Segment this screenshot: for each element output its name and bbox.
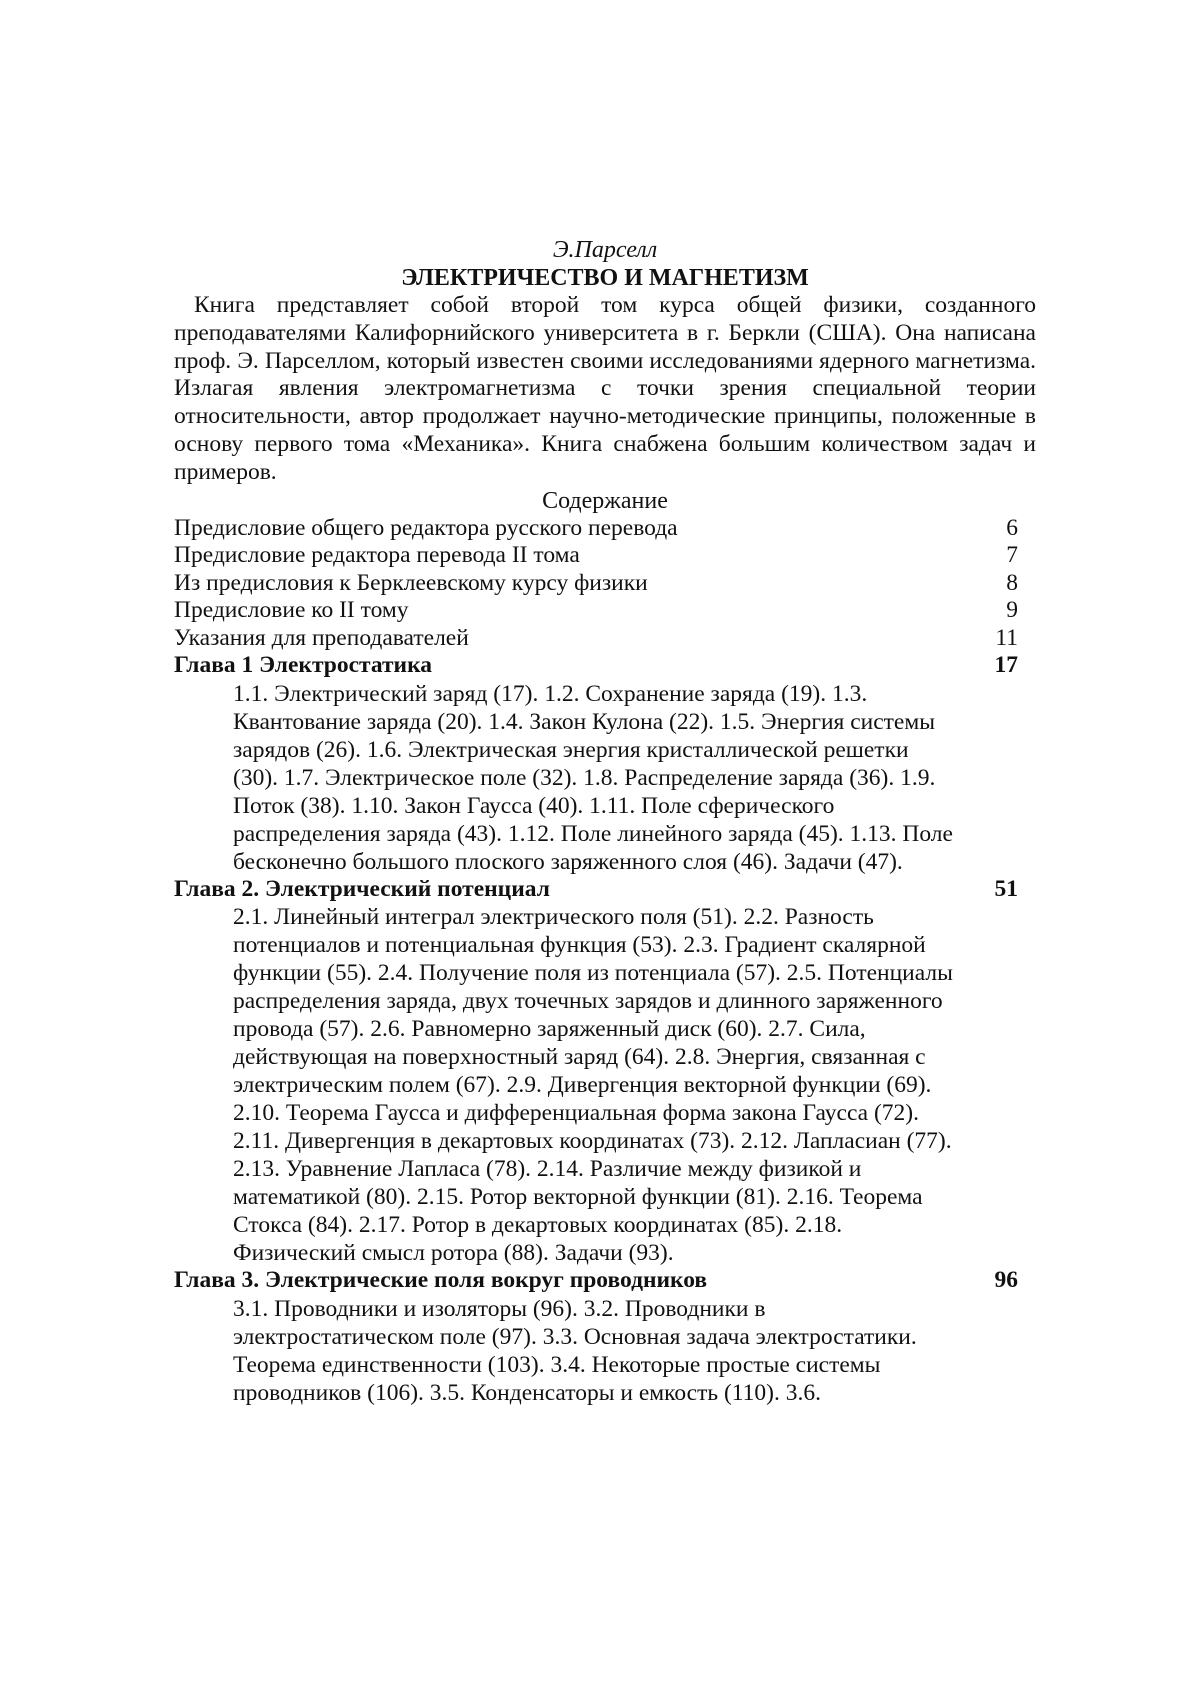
toc-page-number: 11 [995, 624, 1018, 651]
toc-row [174, 515, 1018, 543]
contents-heading: Содержание [542, 487, 668, 514]
chapter-title: Глава 1 Электростатика [174, 652, 433, 679]
chapter-sections: 1.1. Электрический заряд (17). 1.2. Сохранение заряда (19). 1.3. Квантование заряда (20). 1.4. Закон Кулона (22). 1.5. Энергия системы зарядов (26). 1.6. Электрическая энергия кристаллической решетки (30). 1.7. Электрическое поле (32). 1.8. Распределение заряда (36). 1.9. Поток (38). 1.10. Закон Гаусса (40). 1.11. Поле сферического распределения заряда (43). 1.12. Поле линейного заряда (45). 1.13. Поле бесконечно большого плоского заряженного слоя (46). Задачи (47). [233, 680, 953, 875]
toc-page-number: 9 [1006, 597, 1018, 624]
toc-page-number: 8 [1006, 569, 1018, 596]
toc-page-number: 6 [1006, 514, 1018, 541]
chapter-heading-row [174, 876, 1018, 904]
book-page [174, 236, 1036, 1407]
toc-entry-label: Предисловие общего редактора русского перевода [174, 514, 678, 541]
chapter-page-number: 96 [994, 1267, 1018, 1294]
chapter-page-number: 51 [994, 875, 1018, 902]
toc-entry-label: Из предисловия к Берклеевскому курсу физики [174, 569, 648, 596]
book-title: ЭЛЕКТРИЧЕСТВО И МАГНЕТИЗМ [401, 265, 809, 291]
toc-row [174, 542, 1018, 570]
book-abstract: Книга представляет собой второй том курса общей физики, созданного преподавателями Калифорнийского университета в г. Беркли (США). Она написана проф. Э. Парселлом, который известен своими исследованиями ядерного магнетизма. Излагая явления электромагнетизма с точки зрения специальной теории относительности, автор продолжает научно-методические принципы, положенные в основу первого тома «Механика». Книга снабжена большим количеством задач и примеров. [174, 292, 1036, 485]
toc-row [174, 570, 1018, 598]
toc-entry-label: Предисловие редактора перевода II тома [174, 542, 580, 569]
chapter-heading-row [174, 1267, 1018, 1295]
table-of-contents [174, 515, 1036, 1407]
toc-row [174, 597, 1018, 625]
chapter-heading-row [174, 652, 1018, 680]
chapter-title: Глава 3. Электрические поля вокруг проводников [174, 1267, 708, 1294]
toc-entry-label: Указания для преподавателей [174, 624, 469, 651]
chapter-title: Глава 2. Электрический потенциал [174, 875, 550, 902]
toc-row [174, 625, 1018, 653]
chapter-sections: 3.1. Проводники и изоляторы (96). 3.2. Проводники в электростатическом поле (97). 3.3. Основная задача электростатики. Теорема единственности (103). 3.4. Некоторые простые системы проводников (106). 3.5. Конденсаторы и емкость (110). 3.6. [233, 1295, 917, 1406]
toc-page-number: 7 [1006, 542, 1018, 569]
author-name: Э.Парселл [552, 237, 658, 263]
toc-entry-label: Предисловие ко II тому [174, 597, 409, 624]
chapter-page-number: 17 [994, 652, 1018, 679]
chapter-sections: 2.1. Линейный интеграл электрического поля (51). 2.2. Разность потенциалов и потенциальная функция (53). 2.3. Градиент скалярной функции (55). 2.4. Получение поля из потенциала (57). 2.5. Потенциалы распределения заряда, двух точечных зарядов и длинного заряженного провода (57). 2.6. Равномерно заряженный диск (60). 2.7. Сила, действующая на поверхностный заряд (64). 2.8. Энергия, связанная с электрическим полем (67). 2.9. Дивергенция векторной функции (69). 2.10. Теорема Гаусса и дифференциальная форма закона Гаусса (72). 2.11. Дивергенция в декартовых координатах (73). 2.12. Лапласиан (77). 2.13. Уравнение Лапласа (78). 2.14. Различие между физикой и математикой (80). 2.15. Ротор векторной функции (81). 2.16. Теорема Стокса (84). 2.17. Ротор в декартовых координатах (85). 2.18. Физический смысл ротора (88). Задачи (93). [233, 904, 953, 1267]
